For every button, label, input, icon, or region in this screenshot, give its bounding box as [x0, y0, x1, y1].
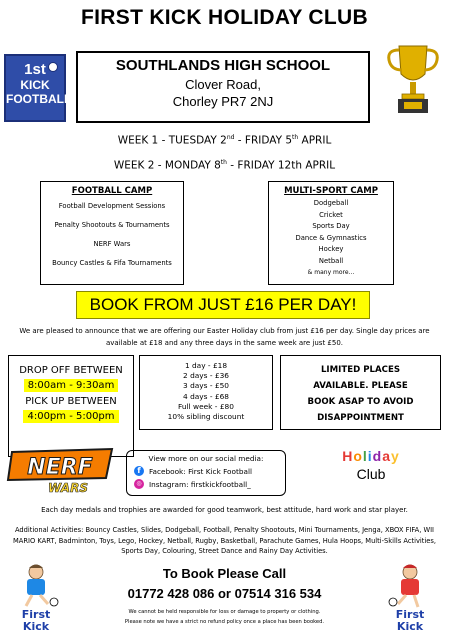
price-row: 4 days - £68: [183, 391, 229, 401]
disclaimer: [60, 607, 389, 627]
list-item: Dance & Gymnastics: [295, 233, 367, 242]
venue-name: SOUTHLANDS HIGH SCHOOL: [115, 57, 331, 74]
prices-box: [139, 355, 273, 430]
drop-pick-box: [8, 355, 134, 457]
instagram-text: Instagram: firstkickfootball_: [149, 479, 251, 489]
list-item: Cricket: [319, 210, 343, 219]
holiday-word: Holiday: [342, 448, 400, 464]
facebook-icon: f: [134, 466, 144, 476]
limited-line: DISAPPOINTMENT: [317, 413, 404, 423]
price-row: 10% sibling discount: [167, 412, 245, 422]
facebook-link[interactable]: [134, 466, 285, 476]
list-item: Penalty Shootouts & Tournaments: [54, 221, 170, 229]
instagram-icon: ◎: [134, 479, 144, 489]
price-row: 3 days - £50: [183, 381, 229, 391]
additional-activities: Additional Activities: Bouncy Castles, Slides, Dodgeball, Football, Penalty Shootouts, Mini Tournaments, Jenga, XBOX FIFA, WII MARIO KART, Badminton, Toys, Lego, Hockey, Netball, Rugby, Basketball, Parachute Games, Hula Hoops, Multi-Skills Activities, Sports Day, Colouring, Street Dance and Rainy Day Activities.: [13, 526, 436, 555]
limited-line: AVAILABLE. PLEASE: [313, 381, 408, 391]
venue-street: Clover Road,: [185, 77, 261, 92]
price-banner: BOOK FROM JUST £16 PER DAY!: [76, 291, 370, 319]
week2-dates: WEEK 2 - MONDAY 8th - FRIDAY 12th APRIL: [113, 159, 336, 172]
facebook-text: Facebook: First Kick Football: [149, 466, 252, 476]
disclaimer-line: Please note we have a strict no refund policy once a place has been booked.: [124, 619, 325, 625]
venue-box: [76, 51, 370, 123]
to-book-heading: To Book Please Call: [162, 566, 287, 581]
limited-places-box: [280, 355, 441, 430]
venue-town: Chorley PR7 2NJ: [172, 94, 274, 109]
drop-off-time: 8:00am - 9:30am: [24, 379, 119, 392]
medals-text: Each day medals and trophies are awarded for good teamwork, best attitude, hard work and star player.: [41, 506, 408, 514]
disclaimer-line: We cannot be held responsible for loss or damage to property or clothing.: [128, 609, 321, 615]
list-item: Dodgeball: [313, 199, 349, 207]
list-item: Football Development Sessions: [58, 202, 166, 210]
logo-line2: KICK: [20, 78, 50, 92]
price-row: Full week - £80: [178, 401, 234, 411]
list-item: NERF Wars: [93, 240, 131, 248]
multi-sport-camp-box: [268, 181, 394, 285]
social-heading: View more on our social media:: [148, 454, 264, 463]
list-item-more: & many more...: [307, 268, 355, 276]
svg-text:First: First: [21, 608, 51, 621]
first-kick-logo: [4, 54, 72, 122]
pick-up-label: PICK UP BETWEEN: [25, 396, 117, 407]
list-item: Sports Day: [312, 222, 350, 231]
nerf-wars-logo: [6, 446, 118, 496]
price-row: 1 day - £18: [184, 361, 228, 370]
holiday-club-logo: [326, 442, 416, 500]
svg-text:Kick: Kick: [22, 620, 50, 632]
price-row: 2 days - £36: [183, 371, 229, 381]
football-camp-box: [40, 181, 184, 285]
phone-numbers[interactable]: 01772 428 086 or 07514 316 534: [127, 586, 322, 601]
logo-line1: 1st: [24, 61, 46, 78]
social-media-box: [126, 450, 286, 496]
svg-text:Kick: Kick: [396, 620, 424, 632]
limited-line: BOOK ASAP TO AVOID: [307, 397, 414, 407]
multi-sport-heading: MULTI-SPORT CAMP: [284, 186, 378, 196]
list-item: Hockey: [318, 245, 344, 254]
logo-line3: FOOTBALL: [6, 92, 72, 106]
football-camp-heading: FOOTBALL CAMP: [71, 186, 153, 196]
intro-text: We are pleased to announce that we are offering our Easter Holiday club from just £16 per day. Single day prices are available at £18 and any three days in the same week are just £50.: [19, 327, 430, 347]
svg-text:First: First: [395, 608, 425, 621]
drop-off-label: DROP OFF BETWEEN: [19, 365, 123, 376]
page-title: FIRST KICK HOLIDAY CLUB: [81, 6, 368, 29]
club-word: Club: [356, 466, 386, 482]
list-item: Netball: [318, 256, 344, 265]
wars-logo-text: WARS: [48, 481, 88, 495]
instagram-link[interactable]: [134, 479, 285, 489]
nerf-logo-text: NERF: [27, 455, 93, 480]
list-item: Bouncy Castles & Fifa Tournaments: [52, 259, 172, 267]
football-icon: [48, 62, 58, 72]
week1-dates: WEEK 1 - TUESDAY 2nd - FRIDAY 5th APRIL: [117, 134, 332, 147]
pick-up-time: 4:00pm - 5:00pm: [23, 410, 118, 423]
limited-line: LIMITED PLACES: [320, 365, 401, 375]
trophy-icon: [385, 40, 441, 120]
